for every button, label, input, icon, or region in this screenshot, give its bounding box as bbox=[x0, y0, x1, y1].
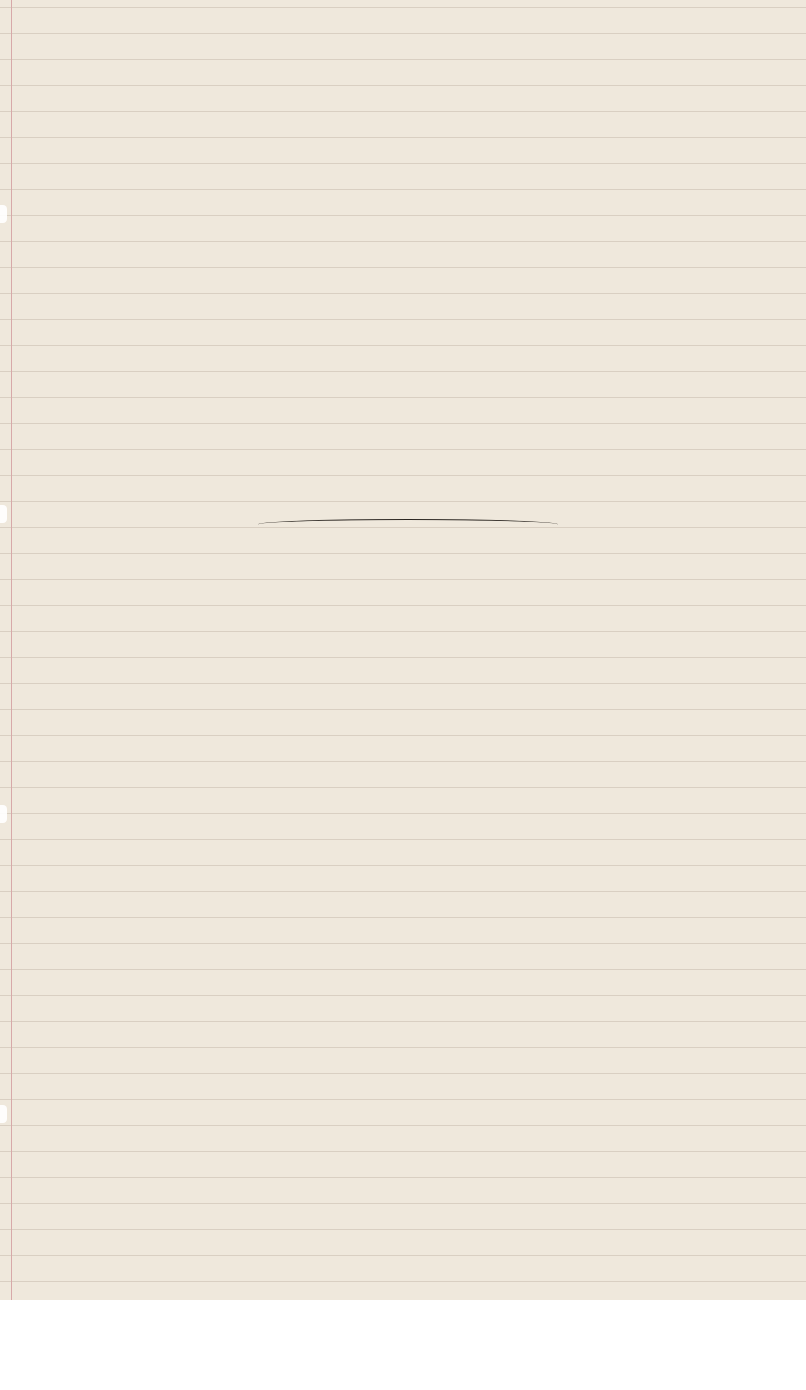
punch-hole bbox=[0, 505, 7, 523]
punch-hole bbox=[0, 1105, 7, 1123]
watermark-banner bbox=[0, 1300, 806, 1390]
table-title-flourish bbox=[258, 519, 558, 530]
margin-rule bbox=[11, 0, 12, 1300]
punch-hole bbox=[0, 805, 7, 823]
punch-hole bbox=[0, 205, 7, 223]
